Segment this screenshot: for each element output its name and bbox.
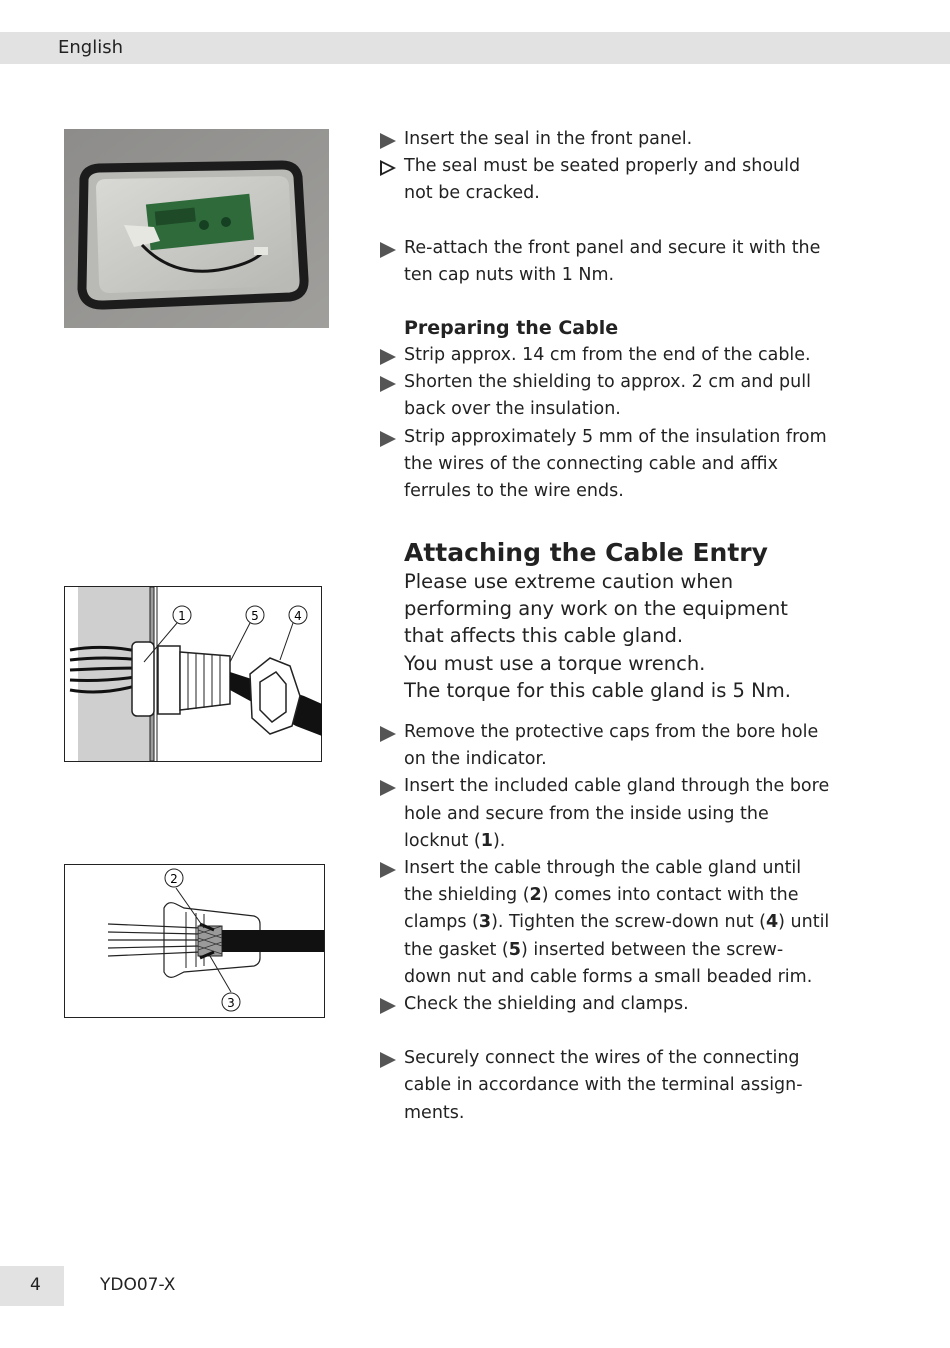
caution-block <box>380 568 830 704</box>
bullet-arrow-icon <box>380 349 396 365</box>
cable-entry-title: Attaching the Cable Entry <box>404 538 768 567</box>
bullet-arrow-icon <box>380 780 396 796</box>
bullet-arrow-icon <box>380 726 396 742</box>
callout-5: 5 <box>251 609 259 623</box>
seal-instructions <box>380 126 830 289</box>
bullet-insert-cable: Insert the cable through the cable gland until the shielding (2) comes into contact with the clamps (3). Tighten the screw-down nut (4) until the gasket (5) inserted between the screw-down nut and cable forms a small beaded rim. <box>380 855 830 991</box>
front-panel-photo <box>64 129 329 328</box>
bullet-reattach-panel: Re-attach the front panel and secure it with the ten cap nuts with 1 Nm. <box>380 235 830 289</box>
bullet-arrow-icon <box>380 133 396 149</box>
bullet-arrow-icon <box>380 376 396 392</box>
bullet-strip-cable: Strip approx. 14 cm from the end of the cable. <box>380 342 830 369</box>
bullet-insert-gland: Insert the included cable gland through the bore hole and secure from the inside using the locknut (1). <box>380 773 830 855</box>
cable-entry-section <box>380 538 830 704</box>
bullet-check-shielding: Check the shielding and clamps. <box>380 991 830 1018</box>
bullet-strip-insulation: Strip approximately 5 mm of the insulation from the wires of the connecting cable and affix ferrules to the wire ends. <box>380 424 830 506</box>
bullet-arrow-icon <box>380 242 396 258</box>
header-band <box>0 32 950 64</box>
caution-text: Please use extreme caution when performing any work on the equipment that affects this cable gland. <box>404 570 788 648</box>
bullet-arrow-icon <box>380 998 396 1014</box>
language-label: English <box>58 37 123 58</box>
note-seal-seated: The seal must be seated properly and should not be cracked. <box>380 153 830 207</box>
torque-wrench-text: You must use a torque wrench. <box>404 651 706 675</box>
shielding-clamp-diagram <box>64 864 325 1018</box>
cable-gland-diagram <box>64 586 322 762</box>
torque-value-text: The torque for this cable gland is 5 Nm. <box>404 678 791 702</box>
model-name: YDO07-X <box>100 1275 176 1295</box>
footer-page-band <box>0 1266 64 1306</box>
bullet-arrow-icon <box>380 431 396 447</box>
callout-3: 3 <box>227 996 235 1010</box>
preparing-cable-title: Preparing the Cable <box>404 317 619 339</box>
bullet-insert-seal: Insert the seal in the front panel. <box>380 126 830 153</box>
bullet-arrow-icon <box>380 862 396 878</box>
bullet-shorten-shielding: Shorten the shielding to approx. 2 cm and pull back over the insulation. <box>380 369 830 423</box>
bullet-connect-wires: Securely connect the wires of the connecting cable in accordance with the terminal assign-ments. <box>380 1045 830 1127</box>
callout-1: 1 <box>178 609 186 623</box>
bullet-remove-caps: Remove the protective caps from the bore hole on the indicator. <box>380 719 830 773</box>
note-arrow-icon <box>380 160 396 176</box>
preparing-cable-section <box>380 315 830 505</box>
cable-entry-steps <box>380 719 830 1127</box>
bullet-arrow-icon <box>380 1052 396 1068</box>
callout-2: 2 <box>170 872 178 886</box>
page-number: 4 <box>30 1275 41 1295</box>
callout-4: 4 <box>294 609 302 623</box>
